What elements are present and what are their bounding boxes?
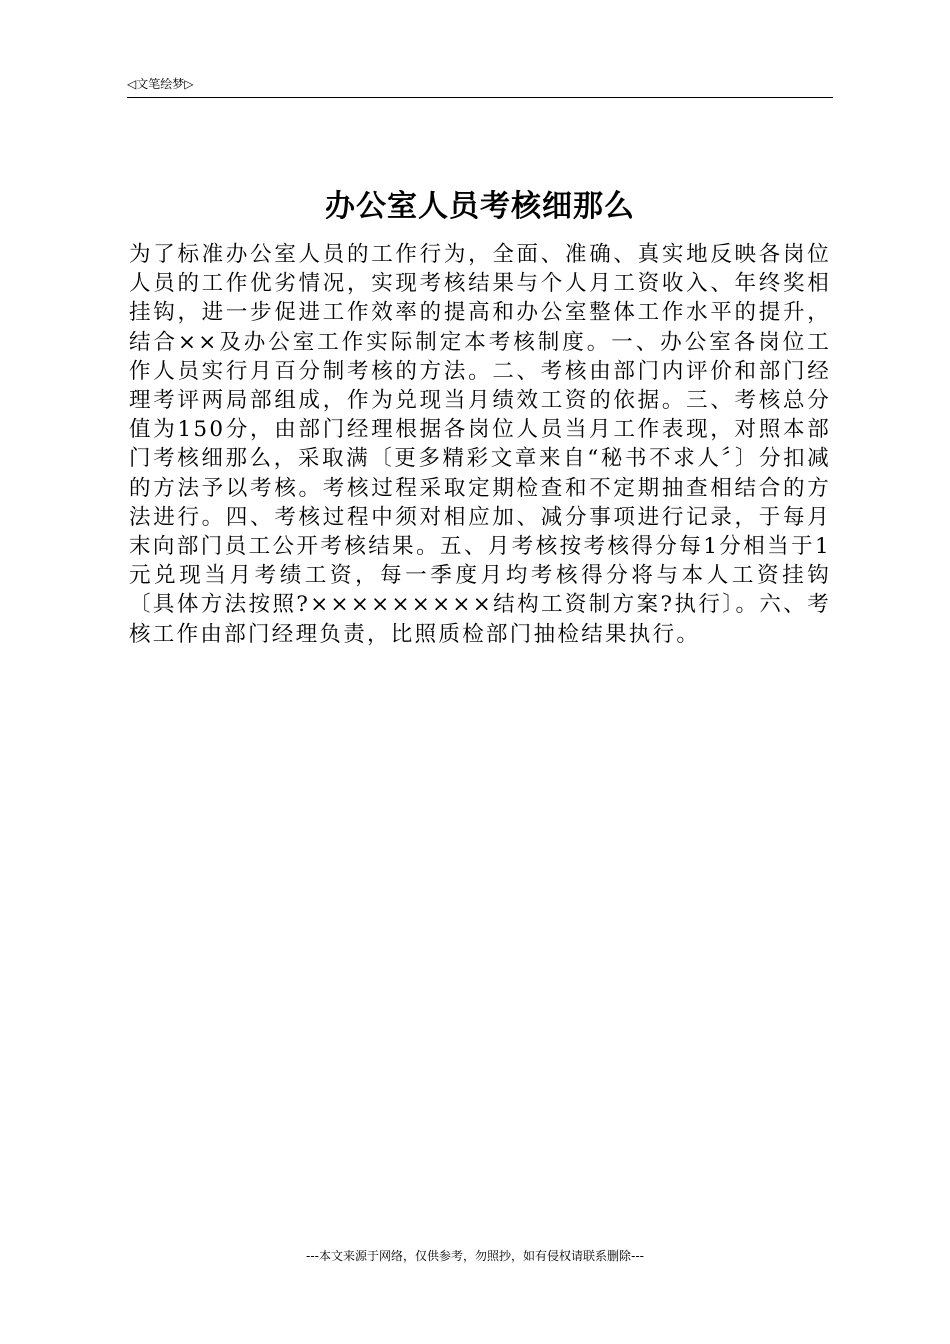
document-title: 办公室人员考核细那么 — [325, 189, 635, 224]
header-brand: ◁文笔绘梦▷ — [127, 77, 194, 91]
document-body: 为了标准办公室人员的工作行为，全面、准确、真实地反映各岗位人员的工作优劣情况，实现考核结果与个人月工资收入、年终奖相挂钩，进一步促进工作效率的提高和办公室整体工作水平的提升，结合××及办公室工作实际制定本考核制度。一、办公室各岗位工作人员实行月百分制考核的方法。二、考核由部门内评价和部门经理考评两局部组成，作为兑现当月绩效工资的依据。三、考核总分值为150分，由部门经理根据各岗位人员当月工作表现，对照本部门考核细那么，采取满〔更多精彩文章来自“秘书不求人〞〕分扣减的方法予以考核。考核过程采取定期检查和不定期抽查相结合的方法进行。四、考核过程中须对相应加、减分事项进行记录，于每月末向部门员工公开考核结果。五、月考核按考核得分每1分相当于1元兑现当月考绩工资，每一季度月均考核得分将与本人工资挂钩〔具体方法按照?×××××××××结构工资制方案?执行〕。六、考核工作由部门经理负责，比照质检部门抽检结果执行。 — [129, 242, 831, 647]
footer-disclaimer: ---本文来源于网络，仅供参考，勿照抄，如有侵权请联系删除--- — [306, 1249, 644, 1263]
page-header — [127, 76, 833, 98]
